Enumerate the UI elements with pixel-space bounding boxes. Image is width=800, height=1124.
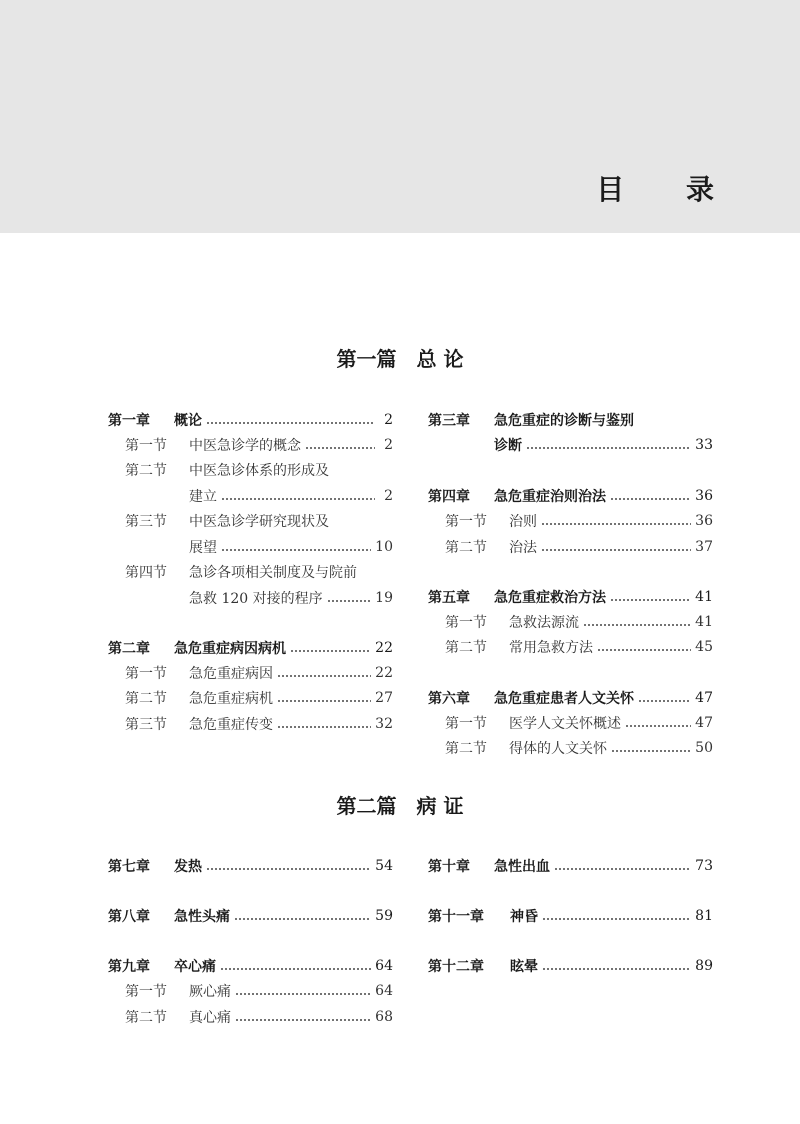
leader-dots: [206, 422, 375, 424]
part-name: 病 证: [416, 794, 464, 818]
toc-entry[interactable]: 第七章 发热 54: [108, 858, 393, 875]
toc-entry[interactable]: 第二节 真心痛 68: [125, 1009, 393, 1026]
leader-dots: [638, 700, 691, 702]
part-name: 总 论: [416, 347, 464, 371]
part-title-2: [0, 790, 800, 819]
toc-entry[interactable]: 第五章 急危重症救治方法 41: [428, 589, 713, 606]
toc-entry[interactable]: 第二章 急危重症病因病机 22: [108, 640, 393, 657]
toc-entry[interactable]: 第一节 急危重症病因 22: [125, 665, 393, 682]
leader-dots: [610, 599, 691, 601]
toc-entry[interactable]: 第一节 急救法源流 41: [445, 614, 713, 631]
leader-dots: [542, 968, 691, 970]
toc-entry[interactable]: 第三节 急危重症传变 32: [125, 716, 393, 733]
toc-entry[interactable]: 第十二章 眩晕 89: [428, 958, 713, 975]
leader-dots: [611, 750, 691, 752]
toc-entry[interactable]: 第一节 医学人文关怀概述 47: [445, 715, 713, 732]
leader-dots: [583, 624, 691, 626]
toc-entry[interactable]: 第八章 急性头痛 59: [108, 908, 393, 925]
part-title-1: [0, 343, 800, 372]
toc-entry[interactable]: 第四章 急危重症治则治法 36: [428, 488, 713, 505]
part-label: 第一篇: [336, 347, 397, 371]
toc-entry[interactable]: 第一节 中医急诊学的概念 2: [125, 437, 393, 454]
page-title: 目 录: [596, 173, 740, 206]
leader-dots: [554, 868, 691, 870]
leader-dots: [221, 549, 371, 551]
toc-entry-continued[interactable]: 展望 10: [189, 539, 393, 556]
leader-dots: [220, 968, 371, 970]
toc-entry[interactable]: 第一节 治则 36: [445, 513, 713, 530]
toc-entry[interactable]: 第二节 急危重症病机 27: [125, 690, 393, 707]
leader-dots: [235, 1019, 371, 1021]
toc-entry[interactable]: 第四节 急诊各项相关制度及与院前: [125, 565, 357, 581]
leader-dots: [541, 523, 691, 525]
leader-dots: [526, 447, 691, 449]
leader-dots: [542, 918, 691, 920]
toc-entry[interactable]: 第十章 急性出血 73: [428, 858, 713, 875]
toc-entry[interactable]: 第十一章 神昏 81: [428, 908, 713, 925]
toc-entry[interactable]: 第二节 治法 37: [445, 539, 713, 556]
leader-dots: [327, 600, 372, 602]
toc-entry[interactable]: 第三节 中医急诊学研究现状及: [125, 514, 329, 530]
leader-dots: [221, 498, 375, 500]
toc-entry[interactable]: 第一章 概论 2: [108, 412, 393, 429]
header-band: [0, 0, 800, 233]
leader-dots: [597, 649, 691, 651]
leader-dots: [625, 725, 691, 727]
leader-dots: [234, 918, 371, 920]
toc-entry-continued[interactable]: 建立 2: [189, 488, 393, 505]
toc-entry[interactable]: 第九章 卒心痛 64: [108, 958, 393, 975]
leader-dots: [277, 675, 371, 677]
leader-dots: [610, 498, 691, 500]
leader-dots: [541, 549, 691, 551]
toc-entry[interactable]: 第一节 厥心痛 64: [125, 983, 393, 1000]
leader-dots: [277, 726, 371, 728]
toc-entry[interactable]: 第三章 急危重症的诊断与鉴别: [428, 413, 634, 429]
toc-entry[interactable]: 第二节 常用急救方法 45: [445, 639, 713, 656]
leader-dots: [235, 993, 371, 995]
part-label: 第二篇: [336, 794, 397, 818]
toc-entry[interactable]: 第二节 得体的人文关怀 50: [445, 740, 713, 757]
leader-dots: [277, 700, 371, 702]
toc-entry-continued[interactable]: 诊断 33: [494, 437, 713, 454]
toc-entry[interactable]: 第二节 中医急诊体系的形成及: [125, 463, 329, 479]
leader-dots: [206, 868, 371, 870]
leader-dots: [305, 447, 375, 449]
toc-entry[interactable]: 第六章 急危重症患者人文关怀 47: [428, 690, 713, 707]
leader-dots: [290, 650, 371, 652]
toc-entry-continued[interactable]: 急救 120 对接的程序 19: [189, 590, 393, 607]
